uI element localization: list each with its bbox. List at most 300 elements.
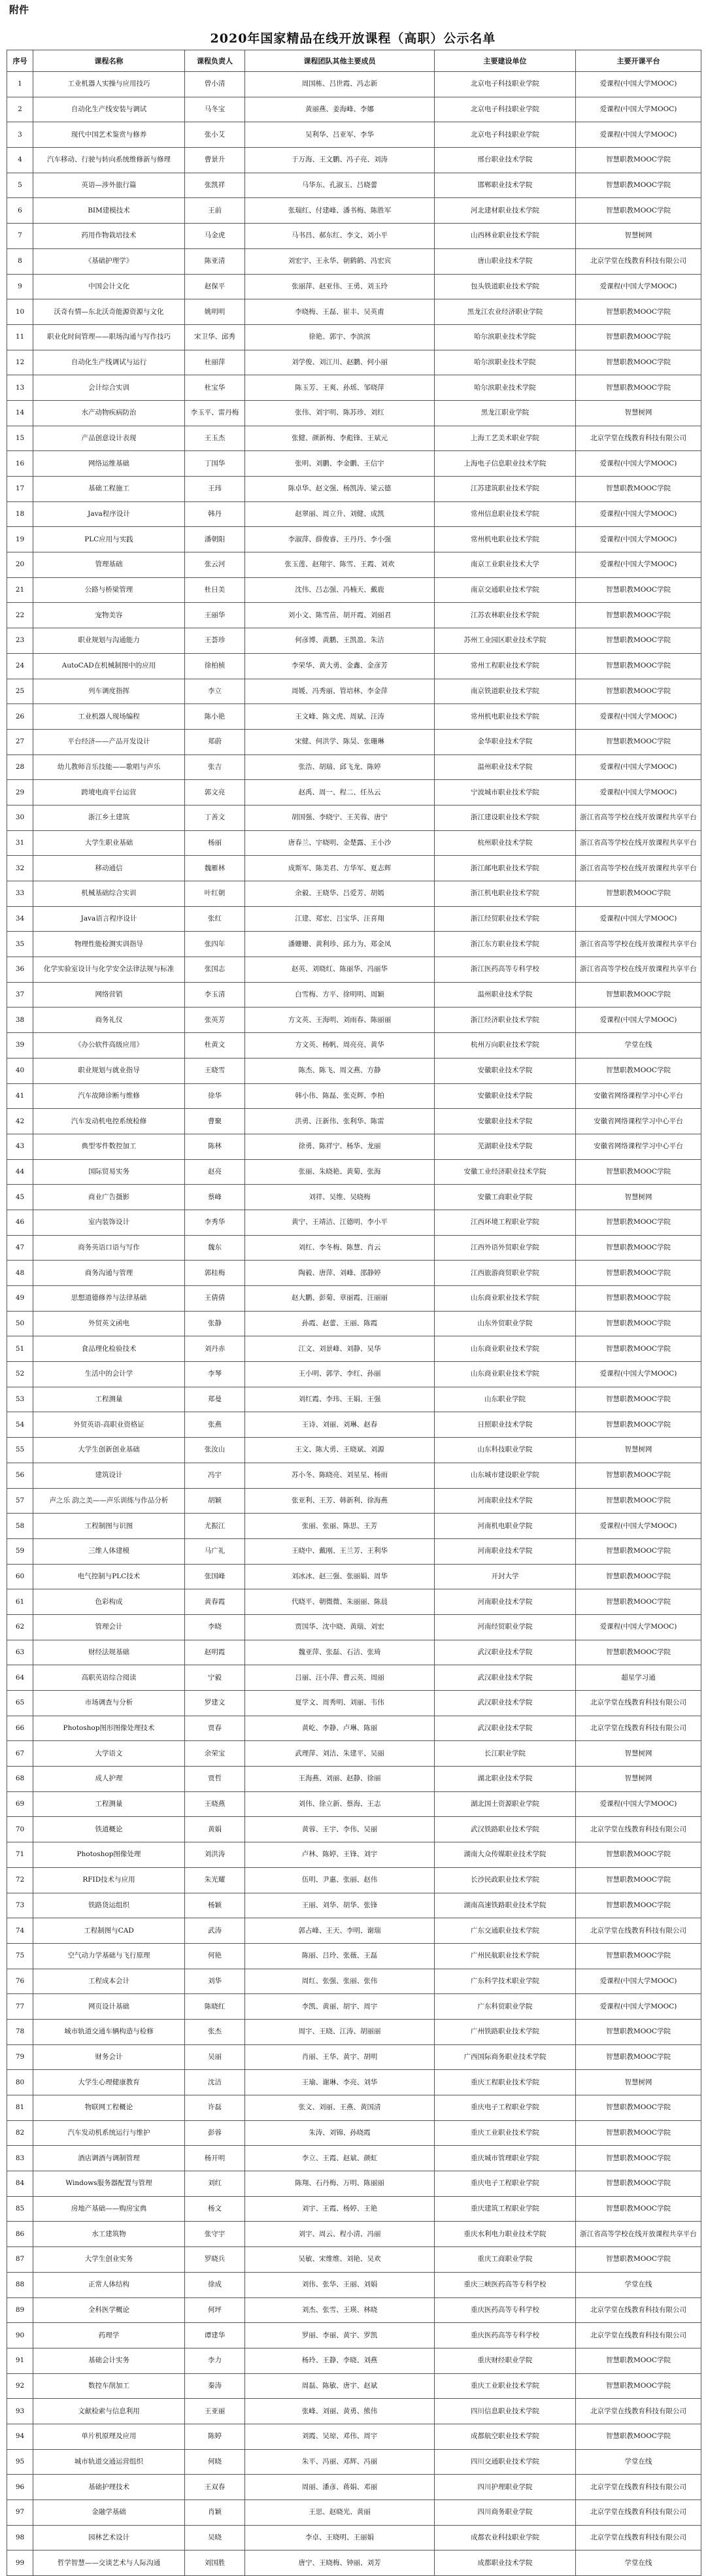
cell-course-lead: 尤振江 <box>185 1514 245 1539</box>
cell-platform: 爱课程(中国大学MOOC) <box>576 906 701 932</box>
cell-institution: 芜湖职业技术学院 <box>435 1134 576 1159</box>
cell-team-members: 王文、陈大勇、王晓斌、刘源 <box>245 1438 435 1463</box>
cell-index: 54 <box>7 1412 33 1438</box>
cell-institution: 上海工艺美术职业学院 <box>435 426 576 451</box>
cell-course-name: 物理性能检测实训指导 <box>33 932 185 957</box>
cell-team-members: 李荣华、黄大勇、金鑫、金彦芳 <box>245 653 435 679</box>
cell-platform: 浙江省高等学校在线开放课程共享平台 <box>576 830 701 856</box>
cell-team-members: 何彦博、黄鹏、王凯盈、朱洁 <box>245 628 435 654</box>
cell-institution: 浙江经济职业技术学院 <box>435 1008 576 1033</box>
cell-institution: 河南职业技术学院 <box>435 1538 576 1564</box>
cell-institution: 武汉职业技术学院 <box>435 1716 576 1741</box>
cell-platform: 智慧职教MOOC学院 <box>576 628 701 654</box>
cell-course-lead: 朱光耀 <box>185 1867 245 1893</box>
table-row <box>7 1716 701 1741</box>
table-row <box>7 1235 701 1261</box>
cell-course-name: 物联网工程概论 <box>33 2095 185 2121</box>
cell-institution: 河南职业技术学院 <box>435 1589 576 1615</box>
cell-index: 10 <box>7 299 33 325</box>
cell-team-members: 夏学文、周秀明、刘丽、韦伟 <box>245 1691 435 1716</box>
table-row <box>7 577 701 603</box>
cell-index: 59 <box>7 1538 33 1564</box>
table-row <box>7 1387 701 1412</box>
cell-index: 27 <box>7 729 33 754</box>
cell-course-lead: 杨颖 <box>185 1893 245 1918</box>
cell-institution: 山东商业职业技术学院 <box>435 1336 576 1362</box>
cell-team-members: 成斯军、陈美君、方华军、夏志辉 <box>245 856 435 881</box>
cell-index: 69 <box>7 1791 33 1817</box>
table-row <box>7 1538 701 1564</box>
cell-team-members: 李晓梅、王磊、崔丰、吴英甫 <box>245 299 435 325</box>
cell-course-lead: 宁毅 <box>185 1665 245 1691</box>
cell-team-members: 刘霞、吴琼、邓伟、周宇 <box>245 2424 435 2449</box>
cell-course-name: BIM建模技术 <box>33 198 185 224</box>
cell-index: 22 <box>7 603 33 628</box>
table-row <box>7 2297 701 2323</box>
cell-course-lead: 胡颖 <box>185 1488 245 1514</box>
cell-team-members: 吕丽、汪小萍、曹云英、周丽 <box>245 1665 435 1691</box>
cell-platform: 智慧职教MOOC学院 <box>576 679 701 704</box>
cell-platform: 爱课程(中国大学MOOC) <box>576 1614 701 1640</box>
cell-index: 79 <box>7 2044 33 2070</box>
cell-course-name: 建筑设计 <box>33 1463 185 1488</box>
cell-team-members: 陈玉芳、王爽、孙瑶、邹晓萍 <box>245 375 435 401</box>
cell-index: 85 <box>7 2196 33 2222</box>
cell-institution: 广州铁路职业技术学院 <box>435 2019 576 2044</box>
cell-platform: 智慧职教MOOC学院 <box>576 1488 701 1514</box>
cell-team-members: 刘红、李冬梅、陈慧、肖云 <box>245 1235 435 1261</box>
cell-platform: 北京学堂在线教育科技有限公司 <box>576 1817 701 1842</box>
cell-course-lead: 杜宝华 <box>185 375 245 401</box>
table-row <box>7 1033 701 1059</box>
cell-platform: 智慧职教MOOC学院 <box>576 1210 701 1235</box>
cell-platform: 爱课程(中国大学MOOC) <box>576 780 701 805</box>
cell-course-name: 国际贸易实务 <box>33 1159 185 1185</box>
cell-institution: 武汉职业技术学院 <box>435 1691 576 1716</box>
cell-team-members: 王海燕、刘丽、赵静、徐丽 <box>245 1767 435 1792</box>
cell-index: 63 <box>7 1640 33 1665</box>
cell-index: 38 <box>7 1008 33 1033</box>
cell-team-members: 周红、张强、张丽、张伟 <box>245 1969 435 1994</box>
cell-platform: 北京学堂在线教育科技有限公司 <box>576 2323 701 2348</box>
cell-team-members: 代晓平、朝微微、朱丽丽、陈晨 <box>245 1589 435 1615</box>
cell-platform: 智慧职教MOOC学院 <box>576 1159 701 1185</box>
cell-institution: 邢台职业技术学院 <box>435 148 576 173</box>
cell-institution: 重庆工业职业技术学院 <box>435 2373 576 2399</box>
cell-team-members: 赵禹、周一、程二、任丛云 <box>245 780 435 805</box>
table-row <box>7 2424 701 2449</box>
cell-institution: 温州职业技术学院 <box>435 754 576 780</box>
cell-team-members: 陶毅、唐萍、刘峰、邵静婷 <box>245 1261 435 1286</box>
cell-index: 48 <box>7 1261 33 1286</box>
cell-course-name: 哲学智慧——交谈艺术与人际沟通 <box>33 2551 185 2576</box>
cell-course-lead: 杜日美 <box>185 577 245 603</box>
cell-course-lead: 赵亮 <box>185 1159 245 1185</box>
cell-institution: 山东商业职业技术学院 <box>435 1362 576 1387</box>
cell-platform: 智慧树网 <box>576 1185 701 1210</box>
table-row <box>7 1640 701 1665</box>
cell-course-lead: 魏东 <box>185 1235 245 1261</box>
cell-institution: 江西旅游商贸职业学院 <box>435 1261 576 1286</box>
cell-platform: 北京学堂在线教育科技有限公司 <box>576 2500 701 2526</box>
cell-course-lead: 刘红 <box>185 2171 245 2197</box>
table-row <box>7 1134 701 1159</box>
cell-institution: 湖南大众传媒职业技术学院 <box>435 1842 576 1868</box>
cell-course-lead: 姚明明 <box>185 299 245 325</box>
cell-course-name: 文献检索与信息利用 <box>33 2399 185 2424</box>
cell-institution: 山西林业职业技术学院 <box>435 224 576 249</box>
cell-platform: 智慧职教MOOC学院 <box>576 603 701 628</box>
table-row <box>7 679 701 704</box>
cell-course-lead: 武涛 <box>185 1918 245 1944</box>
cell-course-lead: 陈小艳 <box>185 704 245 730</box>
cell-institution: 安徽职业技术学院 <box>435 1083 576 1109</box>
table-row <box>7 122 701 148</box>
cell-course-name: 产品创意设计表现 <box>33 426 185 451</box>
cell-team-members: 王文峰、陈文虎、周斌、汪涛 <box>245 704 435 730</box>
cell-platform: 智慧职教MOOC学院 <box>576 1235 701 1261</box>
cell-course-name: AutoCAD在机械制图中的应用 <box>33 653 185 679</box>
table-row <box>7 2500 701 2526</box>
cell-institution: 上海电子信息职业技术学院 <box>435 451 576 477</box>
cell-team-members: 江文、刘景峰、刘静、吴华 <box>245 1336 435 1362</box>
cell-course-name: 浙江乡土建筑 <box>33 805 185 830</box>
cell-course-name: 室内装饰设计 <box>33 1210 185 1235</box>
table-row <box>7 2019 701 2044</box>
cell-course-name: 列车调度指挥 <box>33 679 185 704</box>
cell-platform: 爱课程(中国大学MOOC) <box>576 1362 701 1387</box>
cell-course-name: 单片机原理及应用 <box>33 2424 185 2449</box>
cell-course-lead: 张守宇 <box>185 2222 245 2247</box>
cell-platform: 爱课程(中国大学MOOC) <box>576 527 701 552</box>
cell-team-members: 赵英、刘晓红、陈丽华、冯丽华 <box>245 957 435 983</box>
cell-course-name: 铁道概论 <box>33 1817 185 1842</box>
cell-institution: 常州机电职业技术学院 <box>435 527 576 552</box>
cell-platform: 智慧职教MOOC学院 <box>576 198 701 224</box>
cell-institution: 南京交通职业技术学院 <box>435 577 576 603</box>
table-row <box>7 1261 701 1286</box>
cell-platform: 智慧树网 <box>576 224 701 249</box>
cell-course-name: 管理会计 <box>33 1614 185 1640</box>
cell-index: 66 <box>7 1716 33 1741</box>
cell-course-lead: 李玉清 <box>185 982 245 1008</box>
table-row <box>7 552 701 578</box>
cell-platform: 智慧树网 <box>576 400 701 426</box>
cell-platform: 安徽省网络课程学习中心平台 <box>576 1134 701 1159</box>
cell-index: 1 <box>7 72 33 97</box>
cell-platform: 爱课程(中国大学MOOC) <box>576 72 701 97</box>
cell-team-members: 胡国强、李晓宁、王芙蓉、唐宁 <box>245 805 435 830</box>
cell-index: 17 <box>7 477 33 502</box>
cell-course-lead: 杜丽萍 <box>185 350 245 375</box>
cell-index: 83 <box>7 2146 33 2171</box>
cell-course-name: 正常人体结构 <box>33 2272 185 2297</box>
cell-index: 77 <box>7 1994 33 2020</box>
cell-course-name: 大学生职业基础 <box>33 830 185 856</box>
cell-team-members: 吴敏、宋维维、刘艳、吴欢 <box>245 2247 435 2273</box>
cell-platform: 安徽省网络课程学习中心平台 <box>576 1083 701 1109</box>
cell-course-name: RFID技术与应用 <box>33 1867 185 1893</box>
cell-platform: 智慧职教MOOC学院 <box>576 2044 701 2070</box>
cell-index: 7 <box>7 224 33 249</box>
cell-course-lead: 李立 <box>185 679 245 704</box>
cell-index: 15 <box>7 426 33 451</box>
cell-course-lead: 魏雁林 <box>185 856 245 881</box>
cell-index: 12 <box>7 350 33 375</box>
cell-team-members: 白雪梅、方平、徐明明、周颖 <box>245 982 435 1008</box>
cell-index: 90 <box>7 2323 33 2348</box>
table-row <box>7 1767 701 1792</box>
cell-course-lead: 王亚丽 <box>185 2399 245 2424</box>
cell-index: 76 <box>7 1969 33 1994</box>
table-row <box>7 1311 701 1336</box>
cell-course-name: 幼儿教师音乐技能——歌唱与声乐 <box>33 754 185 780</box>
cell-index: 30 <box>7 805 33 830</box>
cell-course-lead: 冯宇 <box>185 1463 245 1488</box>
cell-platform: 北京学堂在线教育科技有限公司 <box>576 2399 701 2424</box>
table-row <box>7 400 701 426</box>
cell-index: 88 <box>7 2272 33 2297</box>
cell-team-members: 潘姗姗、黄利珍、邱力为、郑金凤 <box>245 932 435 957</box>
table-row <box>7 780 701 805</box>
cell-team-members: 张丽、朱晓艳、黄菊、张海 <box>245 1159 435 1185</box>
cell-course-name: 色彩构成 <box>33 1589 185 1615</box>
table-row <box>7 957 701 983</box>
table-row <box>7 1488 701 1514</box>
cell-institution: 河南职业技术学院 <box>435 1488 576 1514</box>
cell-institution: 包头铁道职业技术学院 <box>435 274 576 299</box>
cell-course-lead: 张汝山 <box>185 1438 245 1463</box>
cell-course-lead: 张燕 <box>185 1412 245 1438</box>
cell-index: 35 <box>7 932 33 957</box>
cell-platform: 智慧职教MOOC学院 <box>576 375 701 401</box>
cell-platform: 智慧职教MOOC学院 <box>576 173 701 198</box>
header-course-name: 课程名称 <box>33 50 185 72</box>
header-platform: 主要开课平台 <box>576 50 701 72</box>
cell-index: 92 <box>7 2373 33 2399</box>
cell-institution: 重庆三峡医药高等专科学校 <box>435 2272 576 2297</box>
table-row <box>7 350 701 375</box>
cell-team-members: 刘杰、张雪、王瑛、林晓 <box>245 2297 435 2323</box>
cell-course-lead: 宋卫华、邱秀 <box>185 324 245 350</box>
cell-platform: 智慧职教MOOC学院 <box>576 477 701 502</box>
cell-course-name: 酒店调酒与调制管理 <box>33 2146 185 2171</box>
table-row <box>7 2475 701 2500</box>
table-row <box>7 1994 701 2020</box>
table-row <box>7 224 701 249</box>
cell-institution: 广州民航职业技术学院 <box>435 1943 576 1969</box>
cell-team-members: 张浩、胡瑞、邱飞龙、陈婷 <box>245 754 435 780</box>
cell-course-name: 声之乐 韵之美——声乐训练与作品分析 <box>33 1488 185 1514</box>
cell-index: 2 <box>7 97 33 122</box>
cell-institution: 重庆工业职业技术学院 <box>435 2120 576 2146</box>
cell-team-members: 张丽、张丽、陈思、王芳 <box>245 1514 435 1539</box>
cell-platform: 北京学堂在线教育科技有限公司 <box>576 1716 701 1741</box>
cell-institution: 日照职业技术学院 <box>435 1412 576 1438</box>
table-row <box>7 72 701 97</box>
cell-institution: 邯郸职业技术学院 <box>435 173 576 198</box>
cell-institution: 长沙民政职业技术学院 <box>435 1867 576 1893</box>
cell-course-name: 食品理化检验技术 <box>33 1336 185 1362</box>
table-row <box>7 2373 701 2399</box>
table-row <box>7 2323 701 2348</box>
cell-team-members: 伍明、尹惠、张丽、赵伟 <box>245 1867 435 1893</box>
cell-course-lead: 张杰 <box>185 2019 245 2044</box>
cell-course-name: 大学生心理健康教育 <box>33 2070 185 2095</box>
cell-institution: 广东交通职业技术学院 <box>435 1918 576 1944</box>
cell-index: 95 <box>7 2449 33 2475</box>
cell-course-lead: 蔡峰 <box>185 1185 245 1210</box>
cell-institution: 山东职业学院 <box>435 1387 576 1412</box>
table-row <box>7 1083 701 1109</box>
cell-team-members: 张玉莲、赵翔宇、陈雪、王霞、刘欢 <box>245 552 435 578</box>
cell-index: 37 <box>7 982 33 1008</box>
cell-institution: 重庆工商职业学院 <box>435 2247 576 2273</box>
cell-team-members: 周宇、王晓、江涛、胡丽丽 <box>245 2019 435 2044</box>
cell-course-lead: 张小艾 <box>185 122 245 148</box>
cell-institution: 河北建材职业技术学院 <box>435 198 576 224</box>
table-row <box>7 2449 701 2475</box>
cell-institution: 山东外贸职业学院 <box>435 1311 576 1336</box>
cell-course-name: 宠物美容 <box>33 603 185 628</box>
cell-platform: 智慧职教MOOC学院 <box>576 1867 701 1893</box>
table-row <box>7 2247 701 2273</box>
cell-platform: 学堂在线 <box>576 1033 701 1059</box>
cell-course-name: 财务会计 <box>33 2044 185 2070</box>
table-row <box>7 1665 701 1691</box>
cell-index: 68 <box>7 1767 33 1792</box>
cell-platform: 智慧职教MOOC学院 <box>576 1286 701 1312</box>
cell-course-lead: 李玉平、雷丹梅 <box>185 400 245 426</box>
cell-platform: 智慧职教MOOC学院 <box>576 2095 701 2121</box>
cell-course-lead: 秦涛 <box>185 2373 245 2399</box>
cell-index: 64 <box>7 1665 33 1691</box>
table-row <box>7 754 701 780</box>
cell-institution: 江苏建筑职业技术学院 <box>435 477 576 502</box>
cell-index: 60 <box>7 1564 33 1589</box>
cell-course-name: 管理基础 <box>33 552 185 578</box>
cell-team-members: 周丽、潘彦、蒋娟、邓丽 <box>245 2475 435 2500</box>
cell-institution: 江苏农林职业技术学院 <box>435 603 576 628</box>
table-row <box>7 1867 701 1893</box>
cell-course-name: Java语言程序设计 <box>33 906 185 932</box>
cell-index: 6 <box>7 198 33 224</box>
cell-course-name: 基础工程施工 <box>33 477 185 502</box>
cell-team-members: 张亚利、王芳、韩新利、徐海燕 <box>245 1488 435 1514</box>
cell-course-lead: 李秀华 <box>185 1210 245 1235</box>
cell-team-members: 肖丽、王华、黄宇、胡明 <box>245 2044 435 2070</box>
cell-platform: 学堂在线 <box>576 2272 701 2297</box>
cell-course-name: Photoshop图像处理 <box>33 1842 185 1868</box>
cell-course-lead: 徐柏桢 <box>185 653 245 679</box>
cell-course-name: 工程成本会计 <box>33 1969 185 1994</box>
table-row <box>7 2196 701 2222</box>
cell-platform: 智慧职教MOOC学院 <box>576 1538 701 1564</box>
cell-team-members: 张健、颜新梅、李彪锋、王斌元 <box>245 426 435 451</box>
table-row <box>7 805 701 830</box>
table-row <box>7 527 701 552</box>
cell-team-members: 王小明、郭学、李红、孙丽 <box>245 1362 435 1387</box>
cell-institution: 广东科学技术职业学院 <box>435 1969 576 1994</box>
cell-team-members: 郭占峰、王天、李明、谢瑞 <box>245 1918 435 1944</box>
cell-course-lead: 王玮 <box>185 477 245 502</box>
cell-course-name: 现代中国艺术鉴赏与修养 <box>33 122 185 148</box>
cell-course-lead: 张云河 <box>185 552 245 578</box>
table-row <box>7 906 701 932</box>
cell-platform: 爱课程(中国大学MOOC) <box>576 122 701 148</box>
cell-institution: 山东商业职业技术学院 <box>435 1286 576 1312</box>
table-row <box>7 1691 701 1716</box>
cell-institution: 广东科贸职业学院 <box>435 1994 576 2020</box>
cell-team-members: 黄屹、李静、卢琳、陈丽 <box>245 1716 435 1741</box>
table-row <box>7 704 701 730</box>
table-row <box>7 628 701 654</box>
cell-course-lead: 刘华 <box>185 1969 245 1994</box>
table-row <box>7 375 701 401</box>
cell-index: 24 <box>7 653 33 679</box>
cell-course-name: 化学实验室设计与化学安全法律法规与标准 <box>33 957 185 983</box>
cell-team-members: 陈翔、石丹梅、万明、陈丽丽 <box>245 2171 435 2197</box>
cell-course-lead: 吴晓 <box>185 2525 245 2551</box>
cell-institution: 哈尔滨职业技术学院 <box>435 375 576 401</box>
cell-course-name: 工业机器人实操与应用技巧 <box>33 72 185 97</box>
cell-team-members: 张瑞红、付建峰、潘书梅、陈胜军 <box>245 198 435 224</box>
cell-institution: 宁波城市职业技术学院 <box>435 780 576 805</box>
cell-index: 96 <box>7 2475 33 2500</box>
cell-course-name: 三维人体建模 <box>33 1538 185 1564</box>
table-row <box>7 1918 701 1944</box>
cell-platform: 智慧职教MOOC学院 <box>576 1640 701 1665</box>
cell-platform: 爱课程(中国大学MOOC) <box>576 704 701 730</box>
cell-course-lead: 王倩倩 <box>185 1286 245 1312</box>
cell-course-lead: 彭蓉 <box>185 2120 245 2146</box>
cell-course-name: 园林艺术设计 <box>33 2525 185 2551</box>
cell-institution: 重庆医药高等专科学校 <box>435 2323 576 2348</box>
cell-course-lead: 黄春霞 <box>185 1589 245 1615</box>
cell-index: 19 <box>7 527 33 552</box>
cell-institution: 武汉铁路职业技术学院 <box>435 1817 576 1842</box>
cell-institution: 南京铁道职业技术学院 <box>435 679 576 704</box>
table-row <box>7 1058 701 1083</box>
cell-index: 40 <box>7 1058 33 1083</box>
cell-course-lead: 杨丽 <box>185 830 245 856</box>
table-row <box>7 173 701 198</box>
cell-course-name: Windows服务器配置与管理 <box>33 2171 185 2197</box>
cell-index: 13 <box>7 375 33 401</box>
cell-course-lead: 张凯祥 <box>185 173 245 198</box>
cell-team-members: 刘红霞、李玮、王娟、王强 <box>245 1387 435 1412</box>
cell-course-name: 外贸英文函电 <box>33 1311 185 1336</box>
cell-course-name: 工程制图与识图 <box>33 1514 185 1539</box>
cell-course-name: 自动化生产线安装与调试 <box>33 97 185 122</box>
cell-index: 44 <box>7 1159 33 1185</box>
cell-team-members: 张伟、刘宇明、陈苏珍、刘红 <box>245 400 435 426</box>
cell-institution: 四川护理职业学院 <box>435 2475 576 2500</box>
cell-course-lead: 曾小清 <box>185 72 245 97</box>
cell-institution: 重庆财经职业学院 <box>435 2348 576 2373</box>
cell-index: 51 <box>7 1336 33 1362</box>
cell-platform: 智慧职教MOOC学院 <box>576 729 701 754</box>
cell-index: 99 <box>7 2551 33 2576</box>
cell-team-members: 余毅、王晓华、吕爱芳、胡嫣 <box>245 881 435 907</box>
cell-institution: 四川交通职业技术学院 <box>435 2449 576 2475</box>
cell-team-members: 沈伟、吕志强、冯楠天、戴鹿 <box>245 577 435 603</box>
cell-index: 57 <box>7 1488 33 1514</box>
page-title: 2020年国家精品在线开放课程（高职）公示名单 <box>210 31 496 46</box>
cell-course-name: 移动通信 <box>33 856 185 881</box>
cell-institution: 北京电子科技职业学院 <box>435 72 576 97</box>
cell-institution: 长江职业学院 <box>435 1741 576 1767</box>
